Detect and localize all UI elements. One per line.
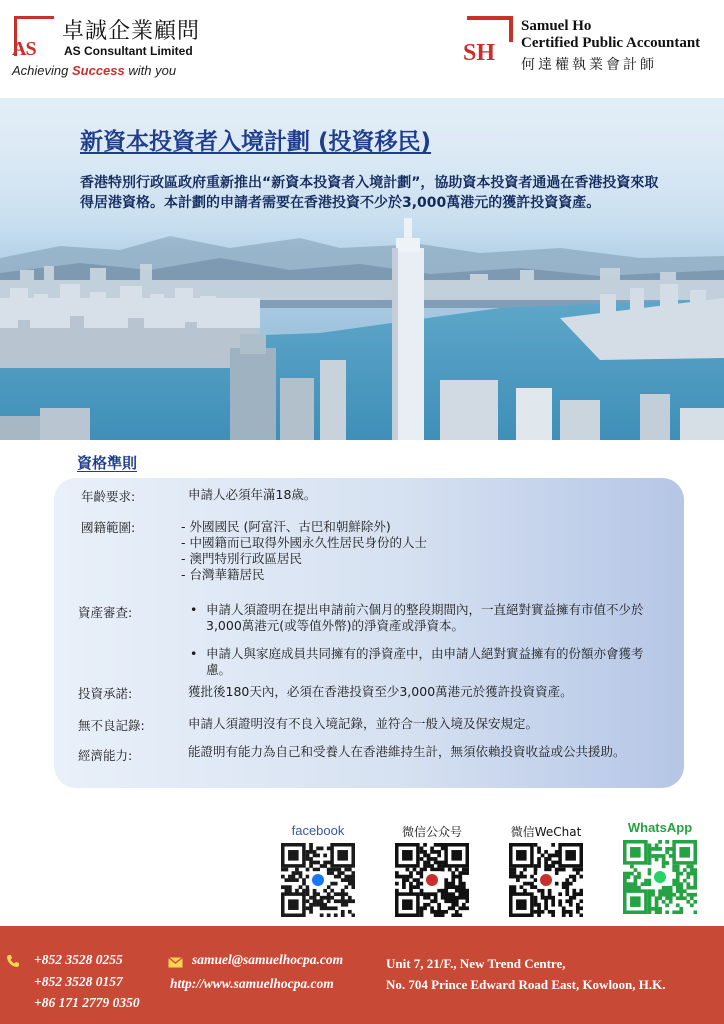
investment-text: 獲批後180天內，必須在香港投資至少3,000萬港元於獲許投資資產。 <box>188 684 573 699</box>
eligibility-criteria-panel <box>54 478 684 788</box>
hero-description: 香港特別行政區政府重新推出“新資本投資者入境計劃”，協助資本投資者通過在香港投資來取得居港資格。本計劃的申請者需要在香港投資不少於3,000萬港元的獲許投資資產。 <box>80 175 659 211</box>
qr-whatsapp[interactable] <box>620 820 700 835</box>
list-item: • 申請人與家庭成員共同擁有的淨資產中，由申請人絕對實益擁有的份額亦會獲考慮。 <box>186 646 656 678</box>
finance-text: 能證明有能力為自己和受養人在香港維持生計，無須依賴投資收益或公共援助。 <box>188 744 626 759</box>
tagline-prefix: Achieving <box>12 63 72 78</box>
list-item: - 台灣華籍居民 <box>181 567 265 582</box>
list-item: • 申請人須證明在提出申請前六個月的整段期間內，一直絕對實益擁有市值不少於3,000萬港元(或等值外幣)的淨資產或淨資本。 <box>186 602 656 634</box>
sh-name-line2: Certified Public Accountant <box>521 35 701 51</box>
nationality-list <box>181 519 631 583</box>
assets-list <box>186 602 656 690</box>
address-line-1: Unit 7, 21/F., New Trend Centre, <box>386 956 566 971</box>
sh-name-english <box>521 18 700 52</box>
age-text: 申請人必須年滿18歲。 <box>188 487 317 502</box>
assets-label: 資產審查: <box>78 605 133 620</box>
as-logo-letters: AS <box>12 38 36 60</box>
page-header <box>0 0 724 98</box>
qr-label-wechat: 微信WeChat <box>510 825 582 839</box>
finance-label: 經濟能力: <box>78 748 133 763</box>
wechat-official-icon <box>395 843 469 917</box>
nationality-label: 國籍範圍: <box>81 520 136 535</box>
sh-name-chinese: 何達權執業會計師 <box>521 57 657 73</box>
phone-icon <box>6 954 20 968</box>
sh-logo-mark <box>463 16 515 70</box>
page-title: 新資本投資者入境計劃 (投資移民) <box>80 129 432 155</box>
samuel-ho-logo <box>463 16 715 72</box>
list-item: - 外國國民 (阿富汗、古巴和朝鮮除外) <box>181 519 391 534</box>
qr-wechat-official[interactable] <box>392 823 472 840</box>
phone-number-2[interactable]: +852 3528 0157 <box>34 974 123 989</box>
age-label: 年齡要求: <box>81 489 136 504</box>
whatsapp-icon <box>623 840 697 914</box>
qr-wechat[interactable] <box>506 823 586 840</box>
as-name-english: AS Consultant Limited <box>64 44 193 58</box>
as-tagline <box>12 63 176 78</box>
list-item: - 中國籍而已取得外國永久性居民身份的人士 <box>181 535 427 550</box>
tagline-suffix: with you <box>124 63 177 78</box>
sh-logo-letters: SH <box>463 40 496 66</box>
record-label: 無不良記錄: <box>78 718 145 733</box>
website-link[interactable]: http://www.samuelhocpa.com <box>170 976 334 991</box>
sh-name-line1: Samuel Ho <box>521 18 592 34</box>
record-text: 申請人須證明沒有不良入境記錄，並符合一般入境及保安規定。 <box>188 716 539 731</box>
email-link[interactable]: samuel@samuelhocpa.com <box>192 952 344 967</box>
phone-number-1[interactable]: +852 3528 0255 <box>34 952 123 967</box>
qr-facebook[interactable] <box>278 823 358 838</box>
qr-label-whatsapp: WhatsApp <box>627 820 693 835</box>
as-logo-mark <box>10 16 58 60</box>
email-icon <box>168 957 183 968</box>
qr-label-facebook: facebook <box>291 823 345 838</box>
hero-banner <box>0 98 724 440</box>
investment-label: 投資承諾: <box>78 686 133 701</box>
qr-label-wechat-official: 微信公众号 <box>401 825 462 839</box>
tagline-emphasis: Success <box>71 63 125 78</box>
section-title-eligibility: 資格準則 <box>77 454 138 472</box>
list-item: - 澳門特別行政區居民 <box>181 551 302 566</box>
as-name-chinese: 卓誠企業顧問 <box>62 19 201 44</box>
as-consultant-logo <box>10 14 210 84</box>
address-line-2: No. 704 Prince Edward Road East, Kowloon, H.K. <box>386 977 666 992</box>
wechat-icon <box>509 843 583 917</box>
phone-number-3[interactable]: +86 171 2779 0350 <box>34 995 140 1010</box>
facebook-icon <box>281 843 355 917</box>
contact-footer <box>0 926 724 1024</box>
